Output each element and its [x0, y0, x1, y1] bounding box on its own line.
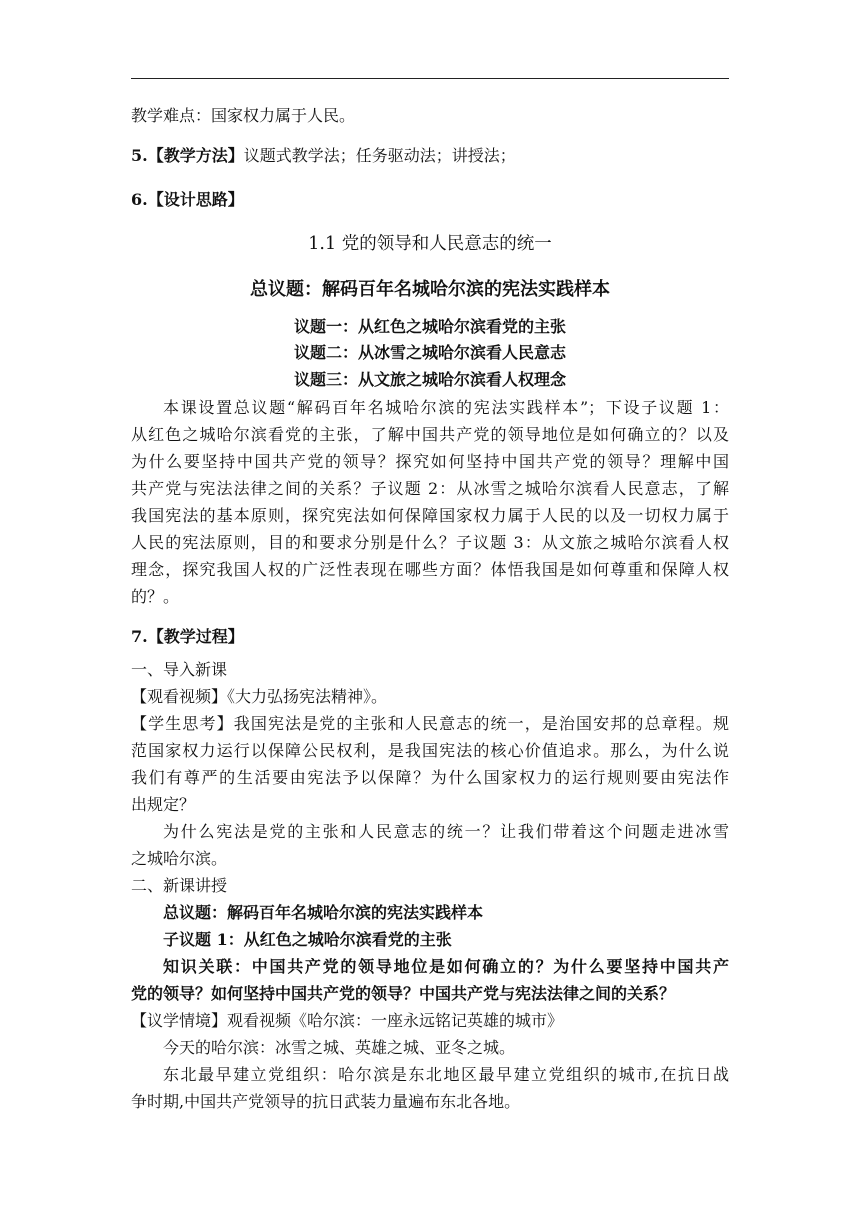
- think-line: 我们有尊严的生活要由宪法予以保障？为什么国家权力的运行规则要由宪法作: [131, 768, 729, 787]
- northeast-line: 争时期,中国共产党领导的抗日武装力量遍布东北各地。: [131, 1092, 521, 1111]
- section-7-heading: 7.【教学过程】: [131, 627, 244, 646]
- northeast-line: 东北最早建立党组织：哈尔滨是东北地区最早建立党组织的城市,在抗日战: [163, 1065, 729, 1084]
- scene-heading: 【议学情境】: [131, 1011, 228, 1030]
- para-line: 本课设置总议题“解码百年名城哈尔滨的宪法实践样本”；下设子议题 1：: [163, 398, 729, 417]
- video-1: 【观看视频】《大力弘扬宪法精神》。: [131, 687, 388, 706]
- knowledge-line: 党的领导？如何坚持中国共产党的领导？中国共产党与宪法法律之间的关系？: [131, 984, 676, 1003]
- para-line: 人民的宪法原则，目的和要求分别是什么？子议题 3：从文旅之城哈尔滨看人权: [131, 533, 729, 552]
- section-6-heading: 6.【设计思路】: [131, 190, 244, 209]
- lesson-title: 1.1 党的领导和人民意志的统一: [308, 234, 552, 254]
- part-2-heading: 二、新课讲授: [131, 876, 228, 895]
- para-line: 的？。: [131, 587, 180, 606]
- knowledge-line: 知识关联：中国共产党的领导地位是如何确立的？为什么要坚持中国共产: [163, 957, 729, 976]
- sub-topic-2: 议题二：从冰雪之城哈尔滨看人民意志: [293, 343, 566, 362]
- para-line: 为什么要坚持中国共产党的领导？探究如何坚持中国共产党的领导？理解中国: [131, 452, 729, 471]
- think-line: 【学生思考】我国宪法是党的主张和人民意志的统一，是治国安邦的总章程。规: [131, 714, 729, 733]
- header-rule: [131, 78, 729, 79]
- scene-line: [131, 1011, 731, 1031]
- para-line: 从红色之城哈尔滨看党的主张，了解中国共产党的领导地位是如何确立的？以及: [131, 425, 729, 444]
- question-line: 之城哈尔滨。: [131, 849, 228, 868]
- teaching-difficulty: 教学难点：国家权力属于人民。: [131, 106, 356, 125]
- para-line: 共产党与宪法法律之间的关系？子议题 2：从冰雪之城哈尔滨看人民意志，了解: [131, 479, 729, 498]
- section-5-heading: 5.【教学方法】: [131, 146, 244, 165]
- think-line: 范国家权力运行以保障公民权利，是我国宪法的核心价值追求。那么，为什么说: [131, 741, 729, 760]
- main-topic-title: 总议题：解码百年名城哈尔滨的宪法实践样本: [250, 279, 610, 300]
- subtopic-1-heading: 子议题 1：从红色之城哈尔滨看党的主张: [163, 930, 452, 949]
- topic-2-heading: 总议题：解码百年名城哈尔滨的宪法实践样本: [163, 903, 484, 922]
- para-line: 理念，探究我国人权的广泛性表现在哪些方面？体悟我国是如何尊重和保障人权: [131, 560, 729, 579]
- part-1-heading: 一、导入新课: [131, 660, 228, 679]
- sub-topic-1: 议题一：从红色之城哈尔滨看党的主张: [293, 317, 566, 336]
- question-line: 为什么宪法是党的主张和人民意志的统一？让我们带着这个问题走进冰雪: [163, 822, 729, 841]
- today-line: 今天的哈尔滨：冰雪之城、英雄之城、亚冬之城。: [163, 1038, 516, 1057]
- scene-body: 观看视频《哈尔滨：一座永远铭记英雄的城市》: [227, 1011, 564, 1030]
- section-5-body: 议题式教学法；任务驱动法；讲授法；: [243, 146, 516, 165]
- sub-topic-3: 议题三：从文旅之城哈尔滨看人权理念: [293, 370, 566, 389]
- think-line: 出规定？: [131, 795, 196, 814]
- section-5: [131, 146, 731, 166]
- para-line: 我国宪法的基本原则，探究宪法如何保障国家权力属于人民的以及一切权力属于: [131, 506, 729, 525]
